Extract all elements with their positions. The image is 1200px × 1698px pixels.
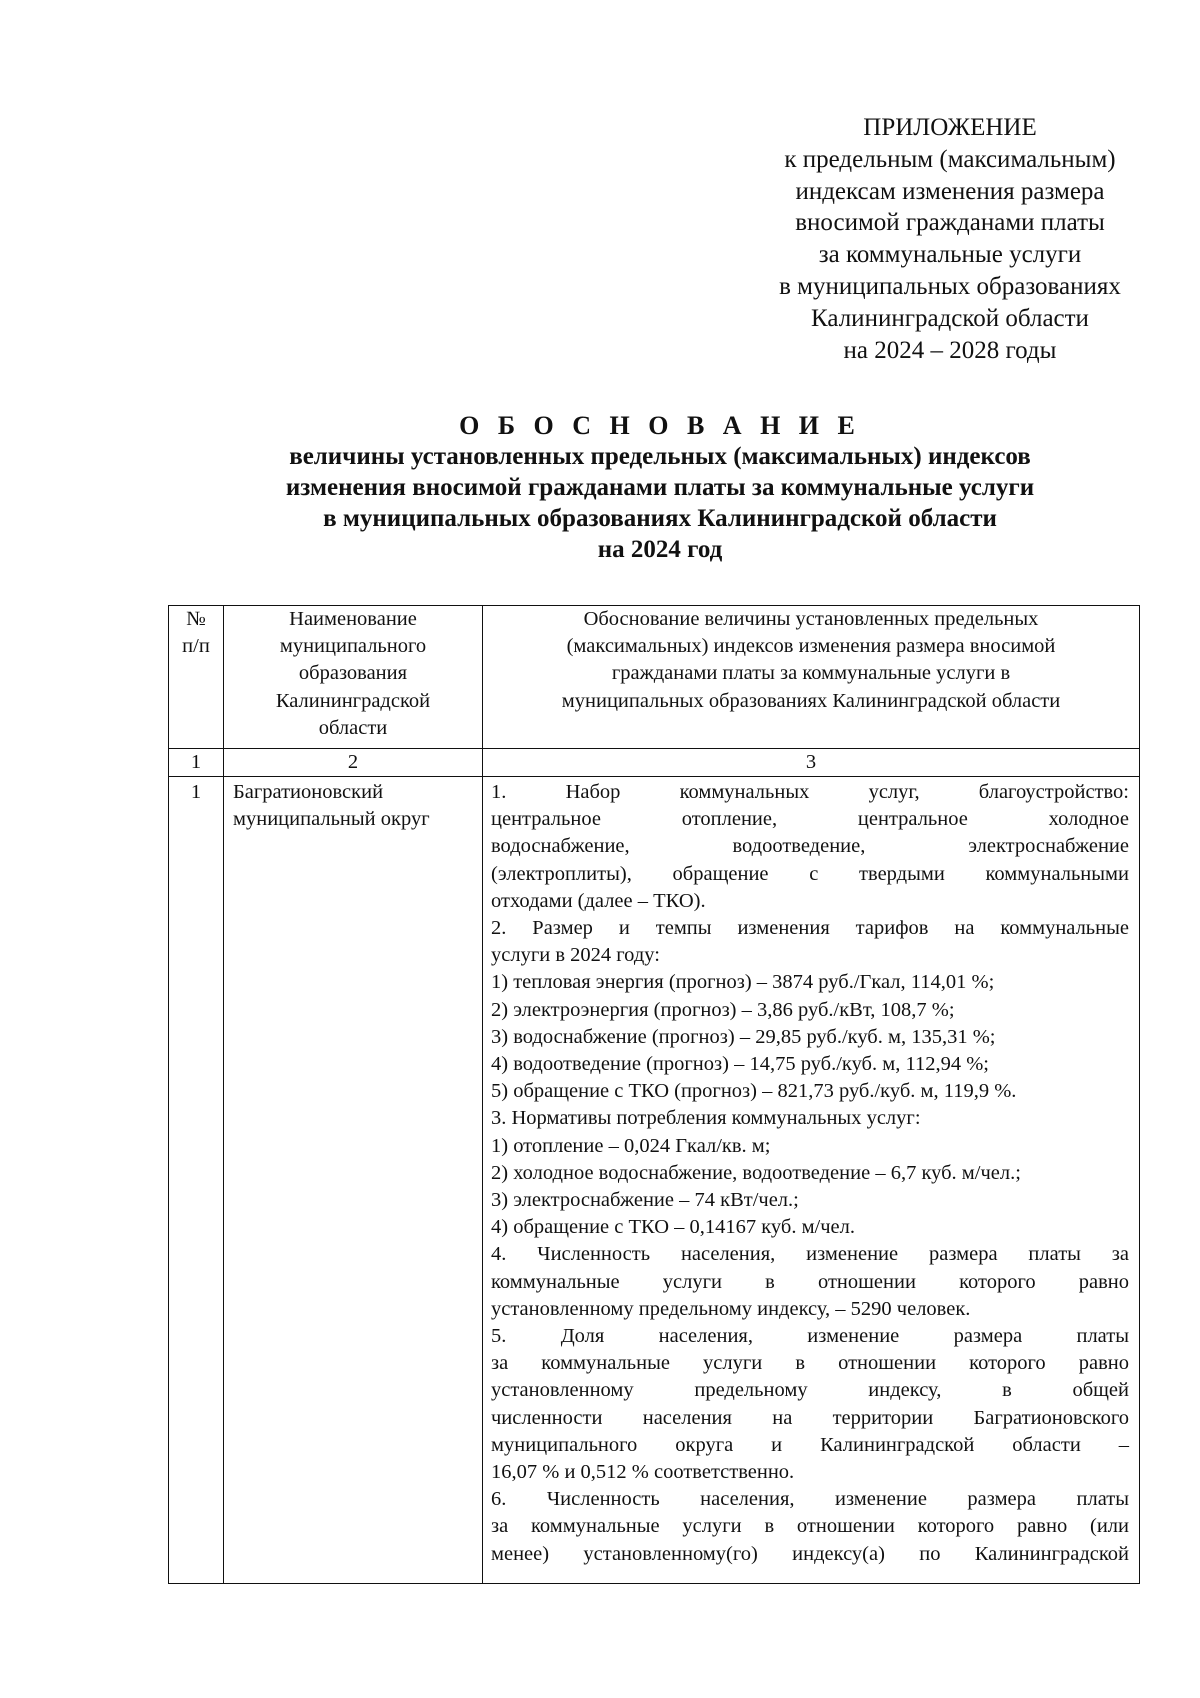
column-number: 1 <box>169 749 224 777</box>
justification-line: 4) водоотведение (прогноз) – 14,75 руб./куб. м, 112,94 %; <box>491 1053 989 1076</box>
justification-line: 3) электроснабжение – 74 кВт/чел.; <box>491 1189 799 1212</box>
header-number <box>169 606 224 749</box>
justification-table <box>168 605 1140 1584</box>
appendix-line: Калининградской области <box>811 304 1089 332</box>
document-subtitle-line: изменения вносимой гражданами платы за коммунальные услуги <box>285 474 1035 501</box>
header-line: Обоснование величины установленных предельных <box>583 608 1039 630</box>
justification-line: менее) установленному(го) индексу(а) по Калининградской <box>491 1542 1129 1565</box>
justification-line: за коммунальные услуги в отношении которого равно <box>491 1352 1129 1375</box>
justification-line: 4) обращение с ТКО – 0,14167 куб. м/чел. <box>491 1216 856 1239</box>
header-justification <box>483 606 1140 749</box>
justification-text <box>483 777 1139 1568</box>
header-line: образования <box>298 662 408 685</box>
row-number: 1 <box>169 777 224 1584</box>
header-line: Калининградской <box>275 689 431 712</box>
justification-line: 16,07 % и 0,512 % соответственно. <box>491 1461 795 1484</box>
justification-line: отходами (далее – ТКО). <box>491 889 706 912</box>
justification-line: за коммунальные услуги в отношении которого равно (или <box>491 1515 1129 1538</box>
justification-line: 1. Набор коммунальных услуг, благоустройство: <box>491 781 1129 803</box>
justification-line: 6. Численность населения, изменение размера платы <box>491 1488 1129 1511</box>
document-subtitle-line: на 2024 год <box>597 536 723 563</box>
appendix-block <box>700 112 1200 366</box>
justification-line: 1) отопление – 0,024 Гкал/кв. м; <box>491 1134 771 1157</box>
header-line: гражданами платы за коммунальные услуги в <box>611 662 1011 685</box>
header-line: области <box>318 716 388 739</box>
justification-line: 3) водоснабжение (прогноз) – 29,85 руб./куб. м, 135,31 %; <box>491 1025 996 1048</box>
appendix-line: в муниципальных образованиях <box>779 272 1121 300</box>
justification-line: (электроплиты), обращение с твердыми коммунальными <box>491 862 1129 885</box>
appendix-line: к предельным (максимальным) <box>784 145 1116 173</box>
justification-line: 5) обращение с ТКО (прогноз) – 821,73 руб./куб. м, 119,9 %. <box>491 1080 1017 1103</box>
justification-line: 2. Размер и темпы изменения тарифов на коммунальные <box>491 917 1129 940</box>
justification-line: 1) тепловая энергия (прогноз) – 3874 руб./Гкал, 114,01 %; <box>491 971 995 994</box>
document-heading <box>160 410 1160 565</box>
header-line: муниципальных образованиях Калининградской области <box>561 689 1061 712</box>
justification-line: 5. Доля населения, изменение размера платы <box>491 1325 1129 1348</box>
table-header-row <box>169 606 1140 749</box>
document-subtitle-line: в муниципальных образованиях Калининградской области <box>323 505 997 532</box>
document-subtitle-line: величины установленных предельных (максимальных) индексов <box>289 443 1031 470</box>
justification-line: 4. Численность населения, изменение размера платы за <box>491 1243 1129 1266</box>
appendix-line: вносимой гражданами платы <box>795 209 1105 237</box>
header-line: (максимальных) индексов изменения размера вносимой <box>566 635 1056 658</box>
header-line: п/п <box>182 635 210 658</box>
header-line: № <box>186 608 206 630</box>
justification-line: 2) холодное водоснабжение, водоотведение – 6,7 куб. м/чел.; <box>491 1161 1021 1184</box>
justification-line: 3. Нормативы потребления коммунальных услуг: <box>491 1107 921 1130</box>
municipality-name-line: Багратионовский <box>233 781 384 803</box>
justification-line: установленному предельному индексу, в общей <box>491 1379 1129 1402</box>
justification-line: центральное отопление, центральное холодное <box>491 808 1129 831</box>
column-number: 3 <box>483 749 1140 777</box>
municipality-name <box>224 777 483 1584</box>
appendix-title: ПРИЛОЖЕНИЕ <box>863 114 1037 141</box>
appendix-line: индексам изменения размера <box>795 177 1105 205</box>
document-title: О Б О С Н О В А Н И Е <box>459 411 861 440</box>
column-number-row <box>169 749 1140 777</box>
justification-line: численности населения на территории Багратионовского <box>491 1406 1129 1429</box>
justification-line: 2) электроэнергия (прогноз) – 3,86 руб./кВт, 108,7 %; <box>491 998 955 1021</box>
justification-cell <box>483 777 1140 1584</box>
appendix-line: на 2024 – 2028 годы <box>843 336 1057 364</box>
header-line: Наименование <box>289 608 417 630</box>
municipality-name-line: муниципальный округ <box>233 808 430 831</box>
justification-line: муниципального округа и Калининградской области – <box>491 1433 1129 1456</box>
header-line: муниципального <box>279 635 427 658</box>
column-number: 2 <box>224 749 483 777</box>
justification-line: услуги в 2024 году: <box>491 944 660 967</box>
header-municipality <box>224 606 483 749</box>
justification-line: водоснабжение, водоотведение, электроснабжение <box>491 835 1129 858</box>
appendix-line: за коммунальные услуги <box>818 241 1082 269</box>
justification-line: установленному предельному индексу, – 5290 человек. <box>491 1297 971 1320</box>
table-row <box>169 777 1140 1584</box>
justification-line: коммунальные услуги в отношении которого равно <box>491 1270 1129 1293</box>
